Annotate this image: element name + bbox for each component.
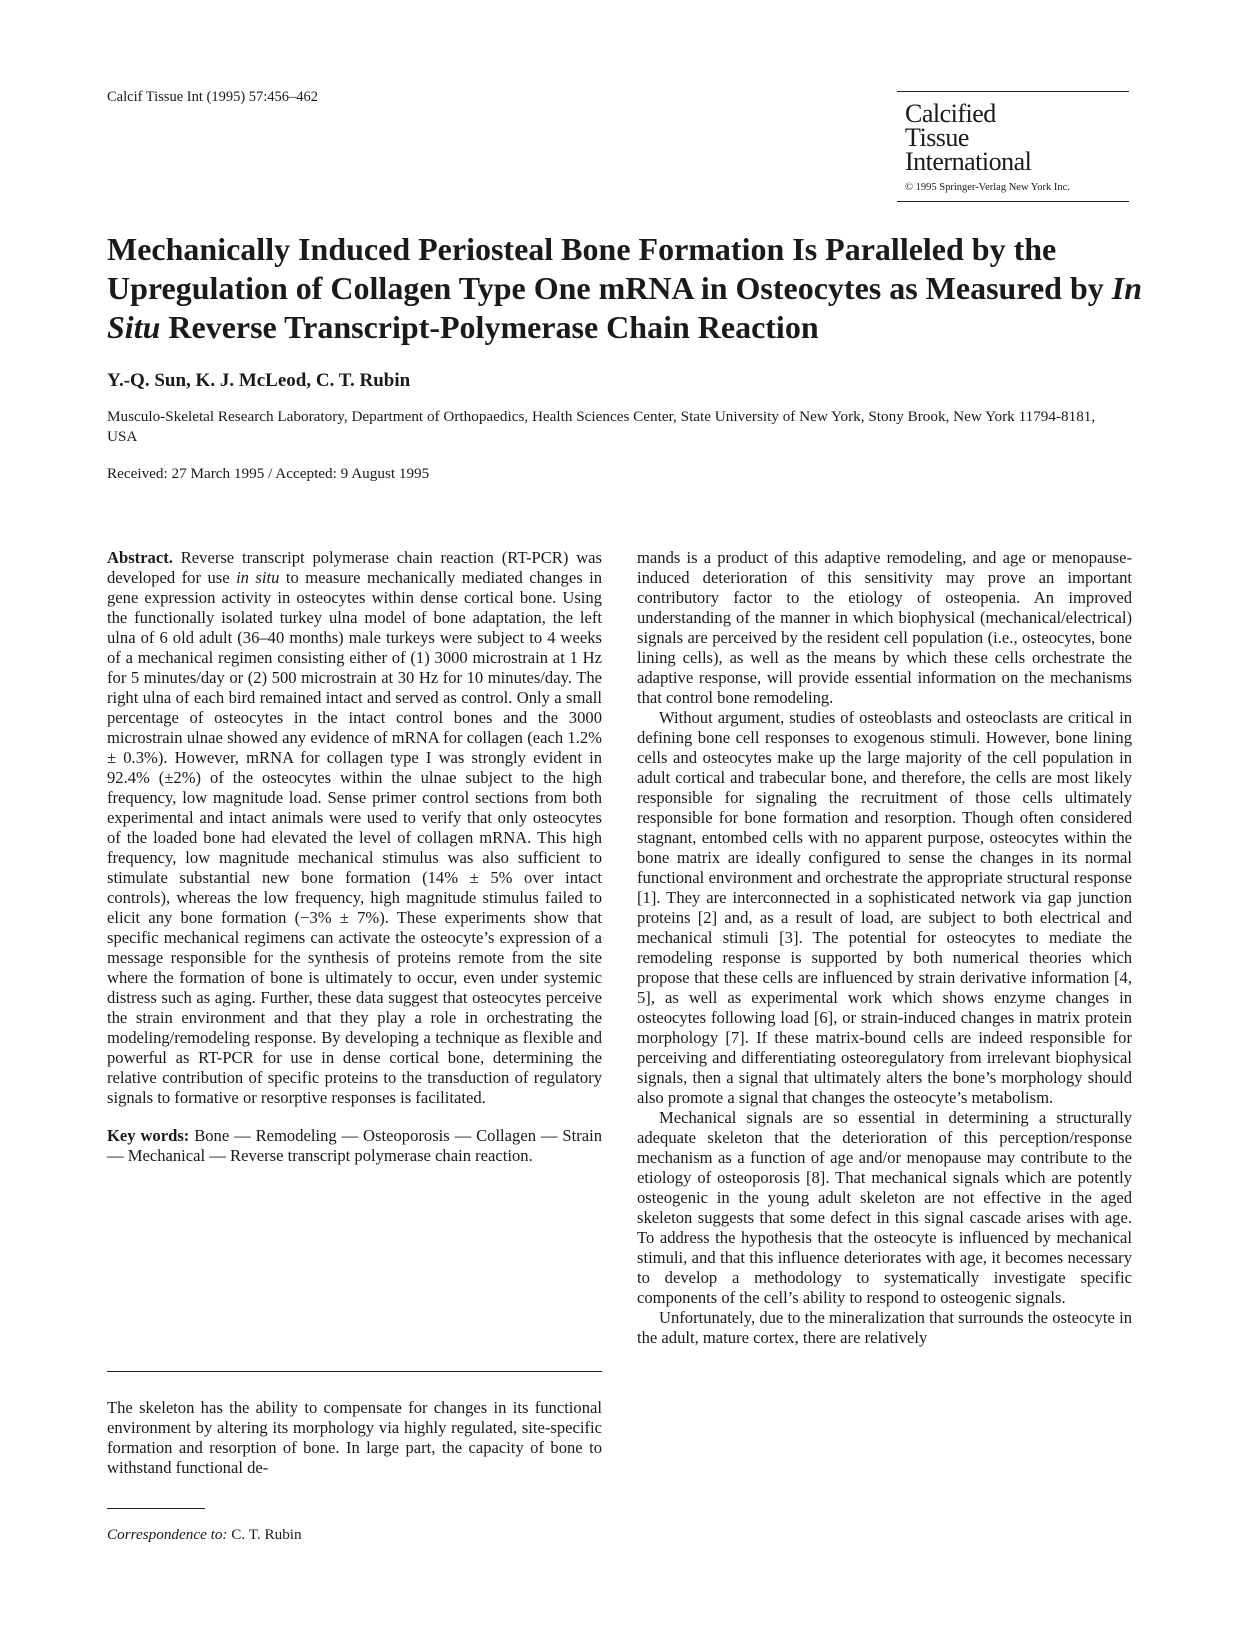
correspondence-label: Correspondence to: xyxy=(107,1526,228,1543)
title-part-1: Mechanically Induced Periosteal Bone Formation Is Paralleled by the Upregulation of Collagen Type One mRNA in Osteocytes as Measured by xyxy=(107,231,1112,306)
received-dates: Received: 27 March 1995 / Accepted: 9 August 1995 xyxy=(107,465,430,482)
abstract-text-a: Reverse transcript polymerase chain reaction (RT-PCR) was developed for use xyxy=(107,548,602,587)
section-divider xyxy=(107,1371,602,1372)
logo-line-calcified: Calcified xyxy=(905,99,996,128)
body-paragraph-1: mands is a product of this adaptive remodeling, and age or menopause-induced deterioration of this sensitivity may prove an important contributory factor to the etiology of osteopenia. An improved understanding of the manner in which biophysical (mechanical/electrical) signals are perceived by the resident cell population (i.e., osteocytes, bone lining cells), as well as the means by which these cells orchestrate the adaptive response, will provide essential information on the mechanisms that control bone remodeling. xyxy=(637,548,1132,707)
author-list: Y.-Q. Sun, K. J. McLeod, C. T. Rubin xyxy=(107,370,411,391)
left-column xyxy=(107,548,602,1166)
body-paragraph-4: Unfortunately, due to the mineralization that surrounds the osteocyte in the adult, mature cortex, there are relatively xyxy=(637,1308,1132,1347)
abstract xyxy=(107,548,602,1108)
journal-brand xyxy=(897,91,1129,202)
copyright-notice: © 1995 Springer-Verlag New York Inc. xyxy=(905,182,1070,193)
abstract-label: Abstract. xyxy=(107,548,173,567)
journal-citation: Calcif Tissue Int (1995) 57:456–462 xyxy=(107,89,319,105)
logo-line-tissue: Tissue xyxy=(905,123,969,152)
abstract-text-italic: in situ xyxy=(236,568,280,587)
keywords xyxy=(107,1126,602,1166)
keywords-text: Bone — Remodeling — Osteoporosis — Collagen — Strain — Mechanical — Reverse transcript polymerase chain reaction. xyxy=(107,1126,602,1165)
brand-bottom-rule xyxy=(897,201,1129,202)
affiliation: Musculo-Skeletal Research Laboratory, Department of Orthopaedics, Health Sciences Center, State University of New York, Stony Brook, New York 11794-8181, USA xyxy=(107,408,1096,445)
abstract-text-b: to measure mechanically mediated changes in gene expression activity in osteocytes within dense cortical bone. Using the functionally isolated turkey ulna model of bone adaptation, the left ulna of 6 old adult (36–40 months) male turkeys were subject to 4 weeks of a mechanical regimen consisting either of (1) 3000 microstrain at 1 Hz for 5 minutes/day or (2) 500 microstrain at 30 Hz for 10 minutes/day. The right ulna of each bird remained intact and served as control. Only a small percentage of osteocytes in the intact control bones and the 3000 microstrain ulnae showed any evidence of mRNA for collagen (each 1.2% ± 0.3%). However, mRNA for collagen type I was strongly evident in 92.4% (±2%) of the osteocytes within the ulnae subject to the high frequency, low magnitude load. Sense primer control sections from both experimental and intact animals were used to verify that only osteocytes of the loaded bone had elevated the level of collagen mRNA. This high frequency, low magnitude mechanical stimulus was also sufficient to stimulate substantial new bone formation (14% ± 5% over intact controls), whereas the low frequency, high magnitude stimulus failed to elicit any bone formation (−3% ± 7%). These experiments show that specific mechanical regimens can activate the osteocyte’s expression of a message responsible for the synthesis of proteins remote from the site where the formation of bone is ultimately to occur, even under systemic distress such as aging. Further, these data suggest that osteocytes perceive the strain environment and that they play a role in orchestrating the modeling/remodeling response. By developing a technique as flexible and powerful as RT-PCR for use in dense cortical bone, determining the relative contribution of specific proteins to the transduction of regulatory signals to formative or resorptive responses is facilitated. xyxy=(107,568,603,1107)
correspondence-footnote xyxy=(107,1526,302,1544)
title-italic: In Situ xyxy=(107,270,1142,345)
body-paragraph-3: Mechanical signals are so essential in determining a structurally adequate skeleton that the deterioration of this perception/response mechanism as a function of age and/or menopause may contribute to the etiology of osteoporosis [8]. That mechanical signals which are potently osteogenic in the young adult skeleton are not effective in the aged skeleton suggests that some defect in this signal cascade arises with age. To address the hypothesis that the osteocyte is influenced by mechanical stimuli, and that this influence deteriorates with age, it becomes necessary to develop a methodology to systematically investigate specific components of the cell’s ability to respond to osteogenic signals. xyxy=(637,1108,1132,1307)
article-title xyxy=(107,230,1147,347)
correspondence-name: C. T. Rubin xyxy=(227,1526,302,1543)
body-paragraph-2: Without argument, studies of osteoblasts and osteoclasts are critical in defining bone cell responses to exogenous stimuli. However, bone lining cells and osteocytes make up the large majority of the cell population in adult cortical and trabecular bone, and therefore, the cells are most likely responsible for signaling the recruitment of those cells ultimately responsible for bone formation and resorption. Though often considered stagnant, entombed cells with no apparent purpose, osteocytes within the bone matrix are ideally configured to sense the changes in its normal functional environment and orchestrate the appropriate structural response [1]. They are interconnected in a sophisticated network via gap junction proteins [2] and, as a result of load, are subject to both electrical and mechanical stimuli [3]. The potential for osteocytes to mediate the remodeling response is supported by both numerical theories which propose that these cells are influenced by strain derivative information [4, 5], as well as experimental work which shows enzyme changes in osteocytes following load [6], or strain-induced changes in matrix protein morphology [7]. If these matrix-bound cells are indeed responsible for perceiving and differentiating osteoregulatory from irrelevant biophysical signals, then a signal that ultimately alters the bone’s morphology should also promote a signal that changes the osteocyte’s metabolism. xyxy=(637,708,1132,1107)
introduction-paragraph: The skeleton has the ability to compensate for changes in its functional environment by altering its morphology via highly regulated, site-specific formation and resorption of bone. In large part, the capacity of bone to withstand functional de- xyxy=(107,1398,602,1477)
footnote-divider xyxy=(107,1508,205,1509)
right-column xyxy=(637,548,1132,1348)
title-part-2: Reverse Transcript-Polymerase Chain Reaction xyxy=(160,309,819,345)
keywords-label: Key words: xyxy=(107,1126,190,1145)
logo-line-international: International xyxy=(905,147,1032,176)
journal-logo xyxy=(897,92,1129,174)
